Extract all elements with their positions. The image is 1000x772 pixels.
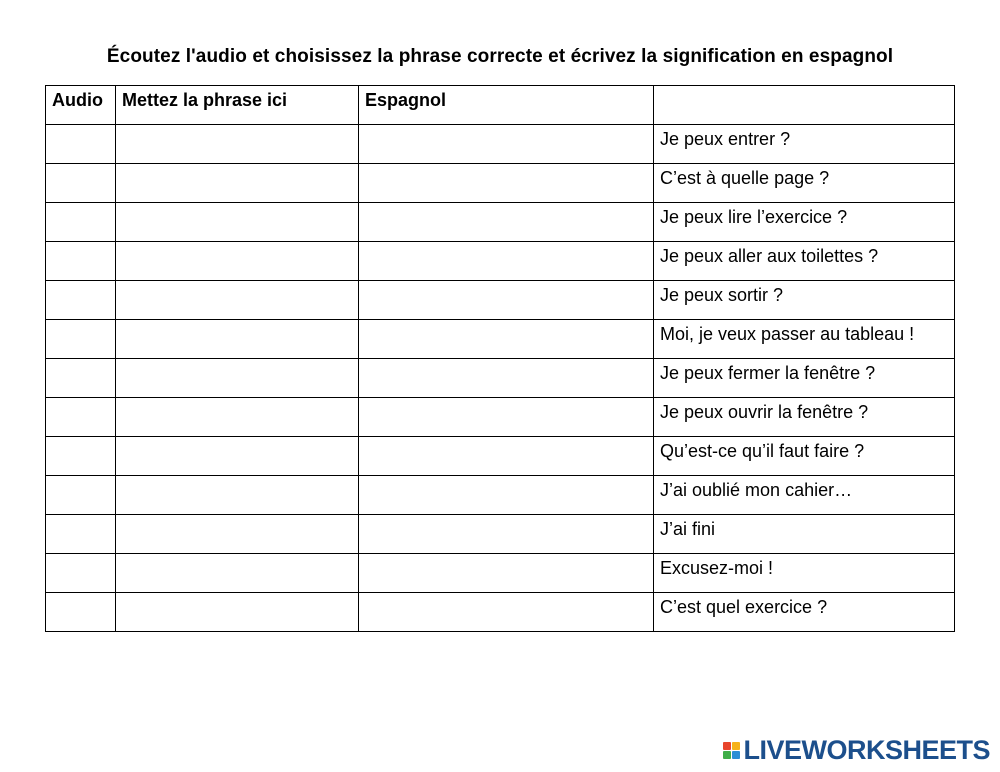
- table-row: [46, 593, 955, 632]
- audio-cell[interactable]: [46, 476, 116, 515]
- spanish-answer-cell[interactable]: [359, 320, 654, 359]
- audio-cell[interactable]: [46, 515, 116, 554]
- audio-cell[interactable]: [46, 320, 116, 359]
- spanish-answer-cell[interactable]: [359, 593, 654, 632]
- phrase-answer-cell[interactable]: [116, 281, 359, 320]
- audio-cell[interactable]: [46, 281, 116, 320]
- audio-cell[interactable]: [46, 593, 116, 632]
- audio-cell[interactable]: [46, 242, 116, 281]
- audio-cell[interactable]: [46, 359, 116, 398]
- table-row: [46, 242, 955, 281]
- table-row: [46, 554, 955, 593]
- table-row: [46, 125, 955, 164]
- phrase-answer-cell[interactable]: [116, 320, 359, 359]
- phrase-option: Je peux lire l’exercice ?: [654, 203, 955, 242]
- phrase-option: Je peux ouvrir la fenêtre ?: [654, 398, 955, 437]
- phrase-answer-cell[interactable]: [116, 359, 359, 398]
- phrase-answer-cell[interactable]: [116, 593, 359, 632]
- logo-text: LIVEWORKSHEETS: [743, 735, 990, 765]
- audio-cell[interactable]: [46, 125, 116, 164]
- phrase-option: C’est quel exercice ?: [654, 593, 955, 632]
- spanish-answer-cell[interactable]: [359, 125, 654, 164]
- audio-cell[interactable]: [46, 164, 116, 203]
- phrase-option: C’est à quelle page ?: [654, 164, 955, 203]
- phrase-option: Qu’est-ce qu’il faut faire ?: [654, 437, 955, 476]
- header-phrase: Mettez la phrase ici: [116, 86, 359, 125]
- table-row: [46, 437, 955, 476]
- spanish-answer-cell[interactable]: [359, 203, 654, 242]
- spanish-answer-cell[interactable]: [359, 515, 654, 554]
- table-row: [46, 515, 955, 554]
- phrase-option: J’ai oublié mon cahier…: [654, 476, 955, 515]
- phrase-answer-cell[interactable]: [116, 398, 359, 437]
- phrase-option: J’ai fini: [654, 515, 955, 554]
- phrase-answer-cell[interactable]: [116, 437, 359, 476]
- table-row: [46, 398, 955, 437]
- phrase-answer-cell[interactable]: [116, 554, 359, 593]
- phrase-answer-cell[interactable]: [116, 125, 359, 164]
- worksheet-title: Écoutez l'audio et choisissez la phrase correcte et écrivez la signification en espagnol: [106, 46, 894, 67]
- header-spanish: Espagnol: [359, 86, 654, 125]
- spanish-answer-cell[interactable]: [359, 398, 654, 437]
- spanish-answer-cell[interactable]: [359, 437, 654, 476]
- phrase-option: Excusez-moi !: [654, 554, 955, 593]
- audio-cell[interactable]: [46, 398, 116, 437]
- table-row: [46, 203, 955, 242]
- spanish-answer-cell[interactable]: [359, 476, 654, 515]
- table-row: [46, 320, 955, 359]
- table-row: [46, 164, 955, 203]
- table-row: [46, 281, 955, 320]
- spanish-answer-cell[interactable]: [359, 554, 654, 593]
- audio-cell[interactable]: [46, 554, 116, 593]
- table-row: [46, 476, 955, 515]
- phrase-option: Je peux fermer la fenêtre ?: [654, 359, 955, 398]
- table-header-row: [46, 86, 955, 125]
- spanish-answer-cell[interactable]: [359, 242, 654, 281]
- header-options: [654, 86, 955, 125]
- phrase-answer-cell[interactable]: [116, 164, 359, 203]
- phrase-answer-cell[interactable]: [116, 476, 359, 515]
- phrase-answer-cell[interactable]: [116, 515, 359, 554]
- liveworksheets-logo: [723, 735, 990, 766]
- audio-cell[interactable]: [46, 203, 116, 242]
- table-row: [46, 359, 955, 398]
- phrase-option: Moi, je veux passer au tableau !: [654, 320, 955, 359]
- spanish-answer-cell[interactable]: [359, 359, 654, 398]
- worksheet-table: [45, 85, 955, 632]
- audio-cell[interactable]: [46, 437, 116, 476]
- phrase-answer-cell[interactable]: [116, 242, 359, 281]
- phrase-option: Je peux entrer ?: [654, 125, 955, 164]
- logo-blocks-icon: [723, 737, 740, 765]
- phrase-option: Je peux aller aux toilettes ?: [654, 242, 955, 281]
- header-audio: Audio: [46, 86, 116, 125]
- phrase-option: Je peux sortir ?: [654, 281, 955, 320]
- spanish-answer-cell[interactable]: [359, 281, 654, 320]
- spanish-answer-cell[interactable]: [359, 164, 654, 203]
- phrase-answer-cell[interactable]: [116, 203, 359, 242]
